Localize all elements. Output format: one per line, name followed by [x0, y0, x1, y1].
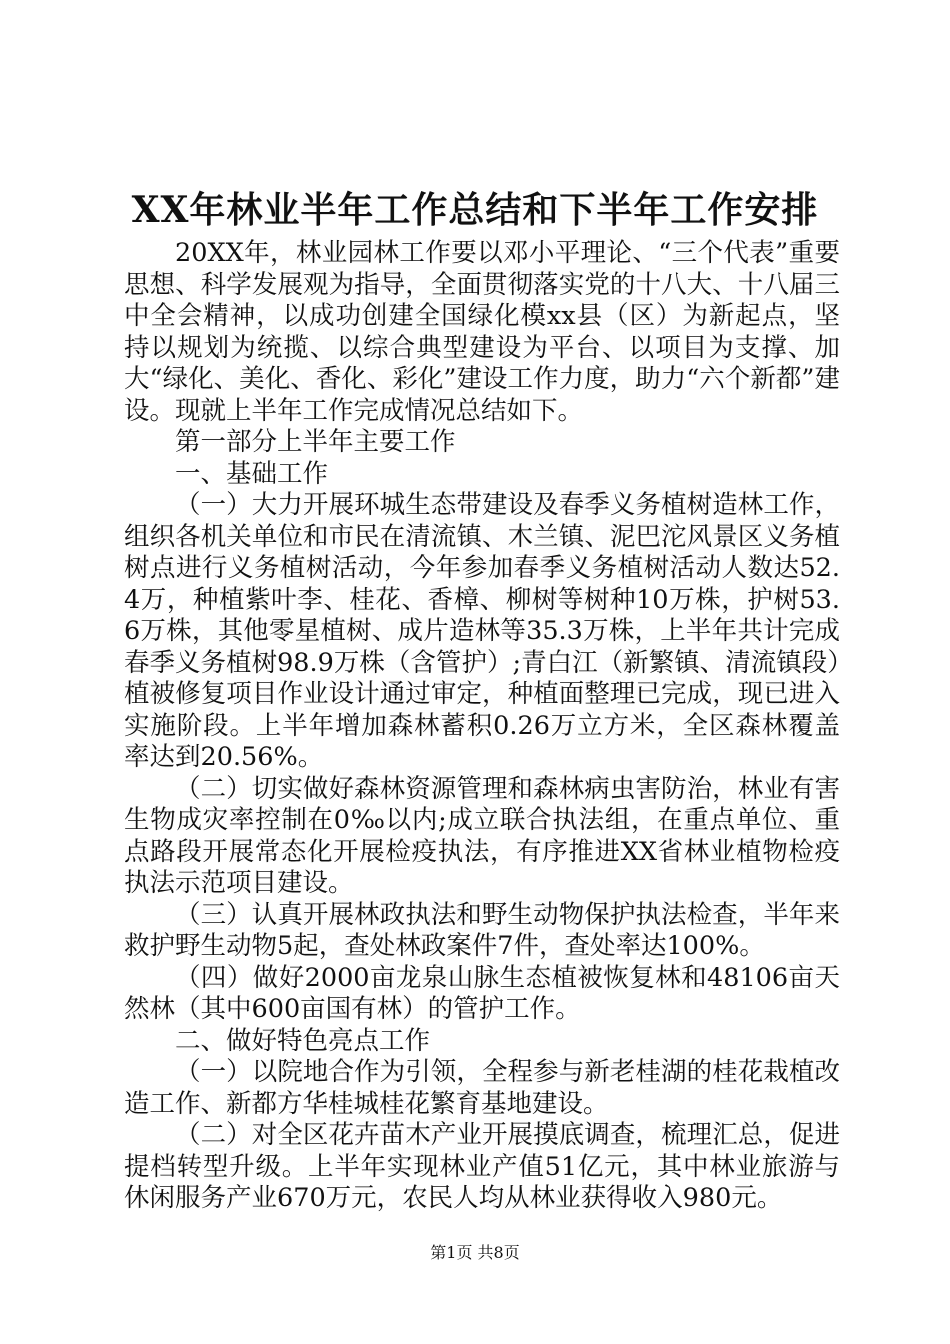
paragraph-basic-item-4: （四）做好2000亩龙泉山脉生态植被恢复林和48106亩天然林（其中600亩国有林）的管护工作。 [124, 962, 840, 1024]
paragraph-highlight-item-2: （二）对全区花卉苗木产业开展摸底调查，梳理汇总，促进提档转型升级。上半年实现林业产值51亿元，其中林业旅游与休闲服务产业670万元，农民人均从林业获得收入980元。 [124, 1120, 840, 1213]
section-heading-basic-work: 一、基础工作 [175, 458, 329, 489]
document-title: XX年林业半年工作总结和下半年工作安排 [131, 189, 819, 231]
page-footer: 第1页 共8页 [430, 1243, 520, 1262]
paragraph-basic-item-3: （三）认真开展林政执法和野生动物保护执法检查，半年来救护野生动物5起，查处林政案件7件，查处率达100%。 [124, 899, 840, 961]
document-body [124, 238, 840, 1215]
section-heading-part-one: 第一部分上半年主要工作 [175, 427, 456, 457]
paragraph-intro: 20XX年，林业园林工作要以邓小平理论、“三个代表”重要思想、科学发展观为指导，全面贯彻落实党的十八大、十八届三中全会精神，以成功创建全国绿化模xx县（区）为新起点，坚持以规划为统揽、以综合典型建设为平台、以项目为支撑、加大“绿化、美化、香化、彩化”建设工作力度，助力“六个新都”建设。现就上半年工作完成情况总结如下。 [124, 238, 840, 426]
section-heading-highlights: 二、做好特色亮点工作 [175, 1025, 431, 1056]
paragraph-basic-item-2: （二）切实做好森林资源管理和森林病虫害防治，林业有害生物成灾率控制在0‰以内;成立联合执法组，在重点单位、重点路段开展常态化开展检疫执法，有序推进XX省林业植物检疫执法示范项目建设。 [124, 773, 840, 898]
paragraph-basic-item-1: （一）大力开展环城生态带建设及春季义务植树造林工作，组织各机关单位和市民在清流镇、木兰镇、泥巴沱风景区义务植树点进行义务植树活动，今年参加春季义务植树活动人数达52.4万，种植紫叶李、桂花、香樟、柳树等树种10万株，护树53.6万株，其他零星植树、成片造林等35.3万株，上半年共计完成春季义务植树98.9万株（含管护）;青白江（新繁镇、清流镇段）植被修复项目作业设计通过审定，种植面整理已完成，现已进入实施阶段。上半年增加森林蓄积0.26万立方米，全区森林覆盖率达到20.56%。 [124, 490, 840, 772]
paragraph-highlight-item-1: （一）以院地合作为引领，全程参与新老桂湖的桂花栽植改造工作、新都方华桂城桂花繁育基地建设。 [124, 1057, 840, 1119]
